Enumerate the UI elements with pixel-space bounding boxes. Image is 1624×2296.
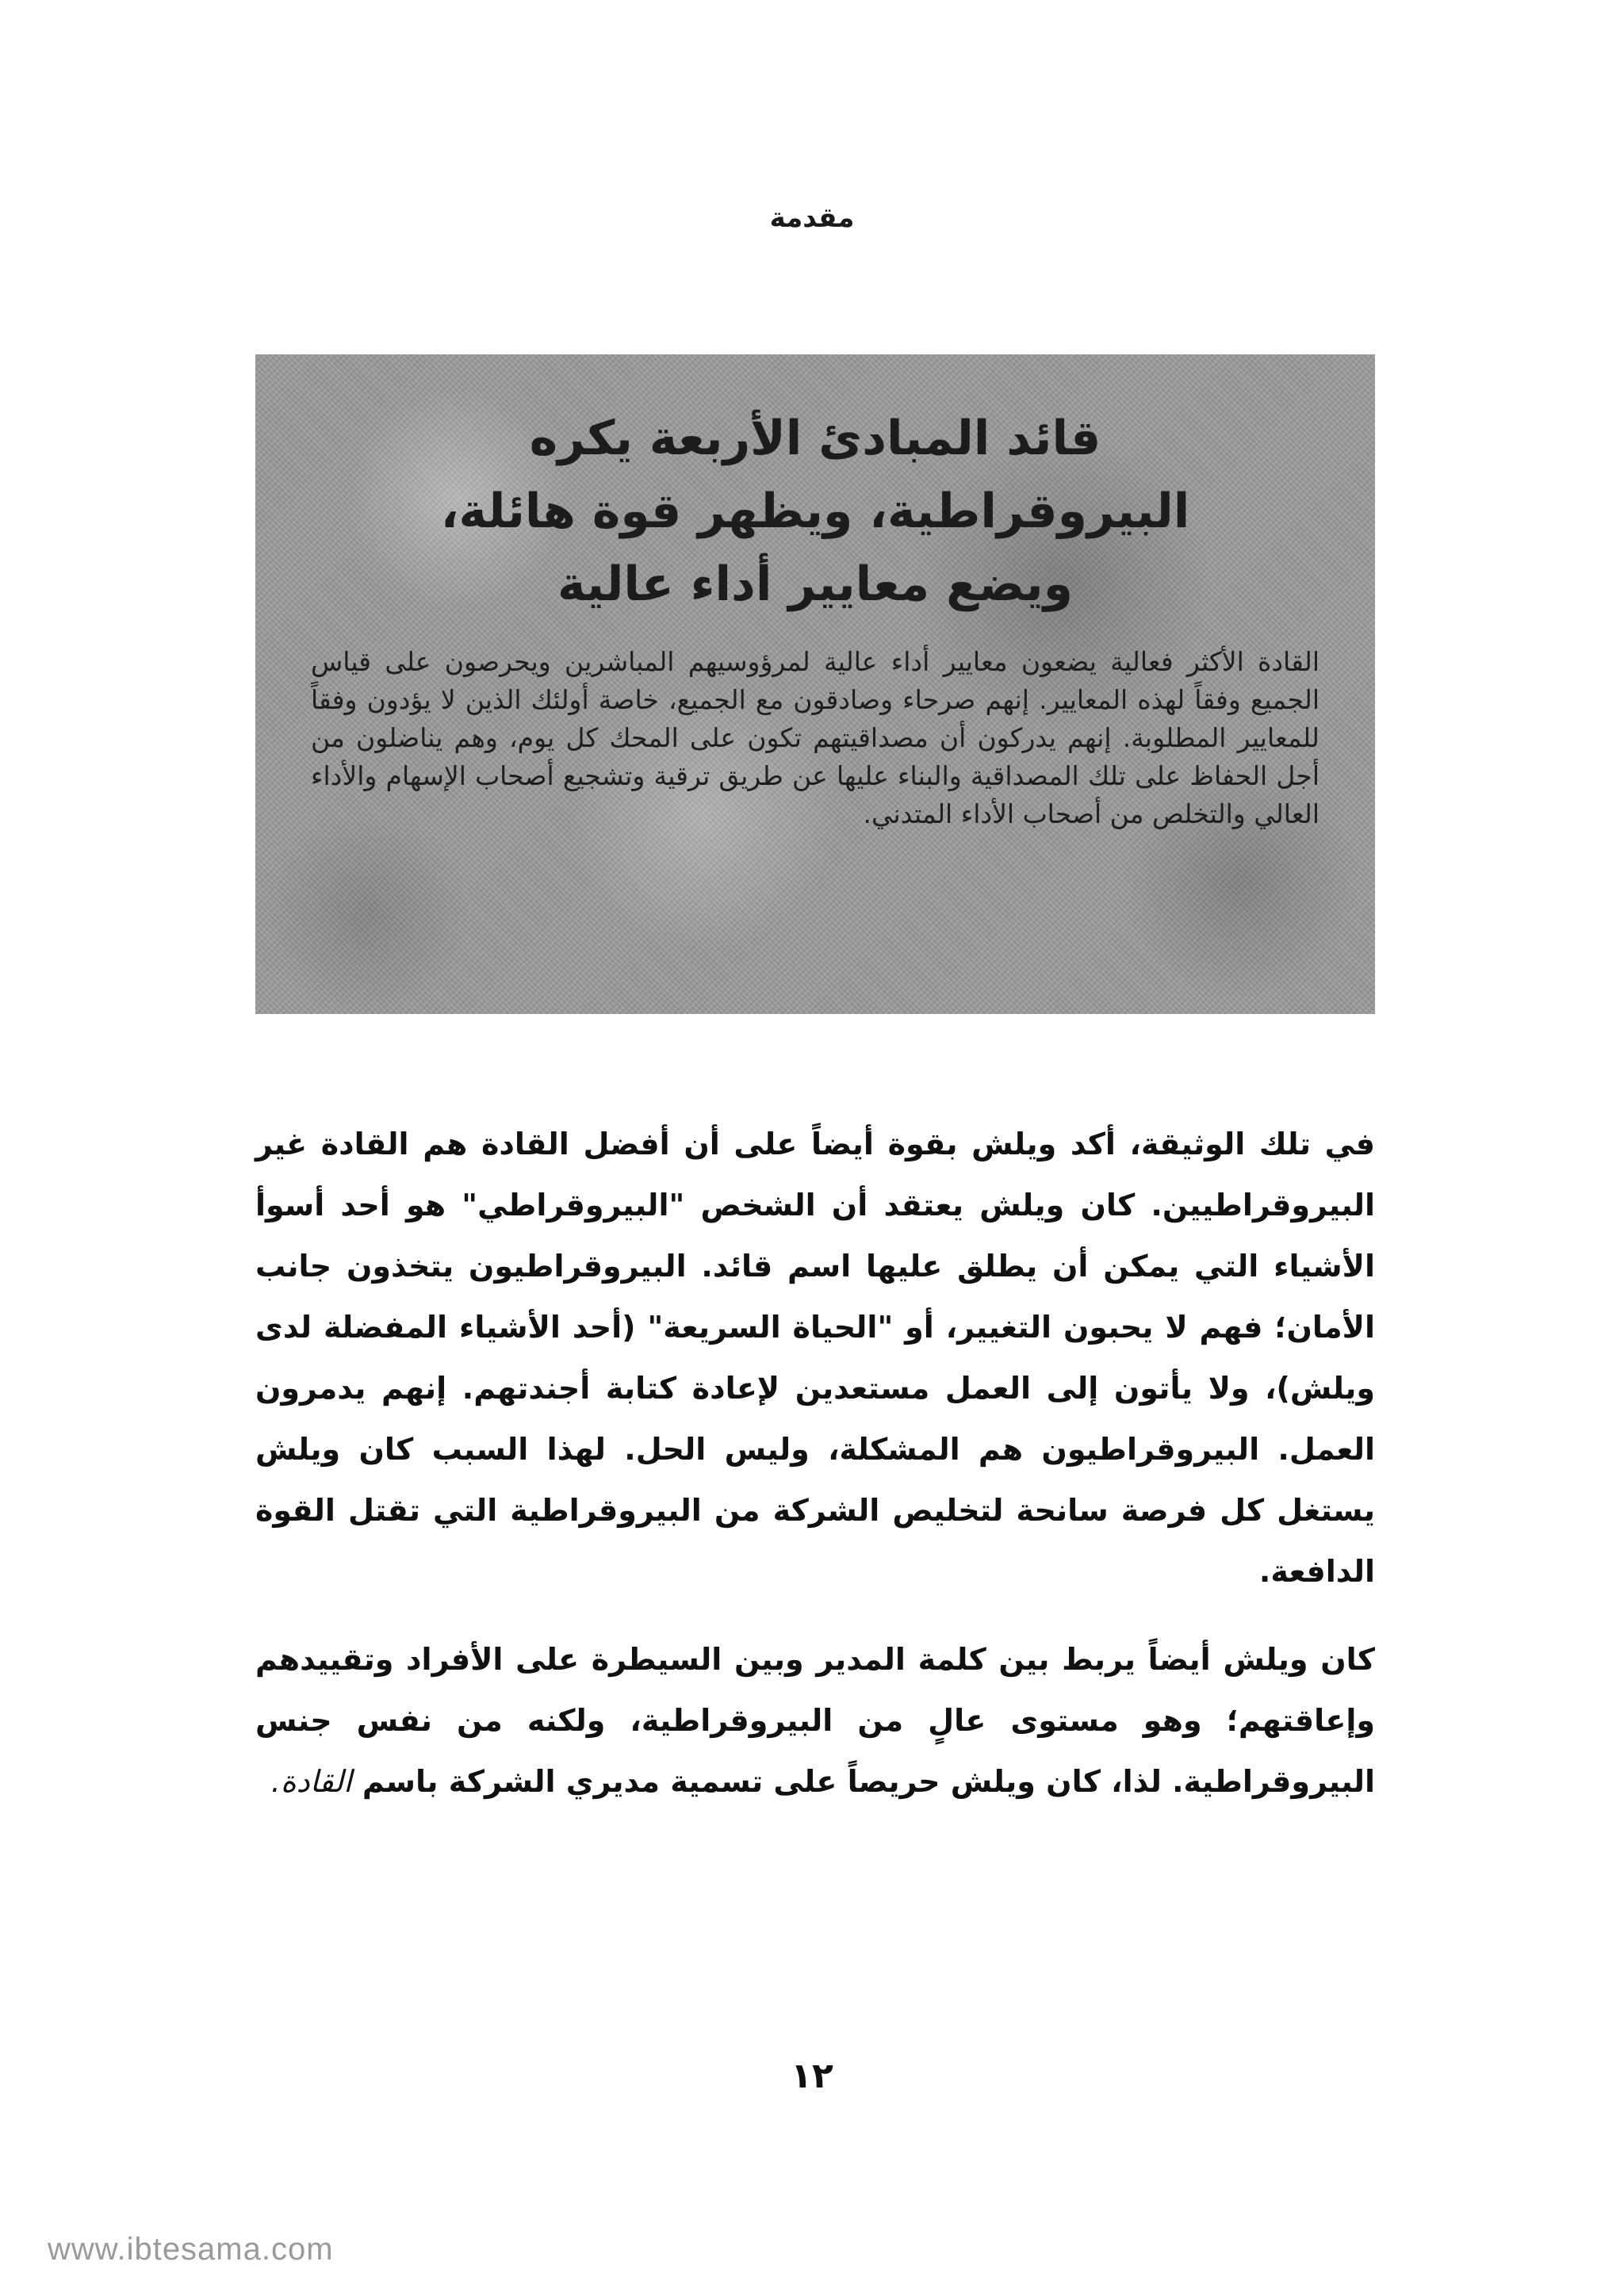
highlight-box-body: القادة الأكثر فعالية يضعون معايير أداء عالية لمرؤوسيهم المباشرين ويحرصون على قياس الجميع وفقاً لهذه المعايير. إنهم صرحاء وصادقون مع الجميع، خاصة أولئك الذين لا يؤدون وفقاً للمعايير المطلوبة. إنهم يدركون أن مصداقيتهم تكون على المحك كل يوم، وهم يناضلون من أجل الحفاظ على تلك المصداقية والبناء عليها عن طريق ترقية وتشجيع أصحاب الإسهام والأداء العالي والتخلص من أصحاب الأداء المتدني. bbox=[311, 646, 1320, 829]
site-watermark: www.ibtesama.com bbox=[48, 2232, 334, 2267]
highlight-title-line: ويضع معايير أداء عالية bbox=[557, 557, 1073, 612]
highlight-box bbox=[255, 354, 1375, 1014]
emphasized-word: القادة. bbox=[270, 1764, 352, 1799]
paragraph-text: كان ويلش أيضاً يربط بين كلمة المدير وبين السيطرة على الأفراد وتقييدهم وإعاقتهم؛ وهو مستوى عالٍ من البيروقراطية، ولكنه من نفس جنس البيروقراطية. لذا، كان ويلش حريصاً على تسمية مديري الشركة باسم bbox=[255, 1642, 1375, 1799]
running-header: مقدمة bbox=[769, 202, 855, 234]
body-paragraph: في تلك الوثيقة، أكد ويلش بقوة أيضاً على أن أفضل القادة هم القادة غير البيروقراطيين. كان ويلش يعتقد أن الشخص "البيروقراطي" هو أحد أسوأ الأشياء التي يمكن أن يطلق عليها اسم قائد. البيروقراطيون يتخذون جانب الأمان؛ فهم لا يحبون التغيير، أو "الحياة السريعة" (أحد الأشياء المفضلة لدى ويلش)، ولا يأتون إلى العمل مستعدين لإعادة كتابة أجندتهم. إنهم يدمرون العمل. البيروقراطيون هم المشكلة، وليس الحل. لهذا السبب كان ويلش يستغل كل فرصة سانحة لتخليص الشركة من البيروقراطية التي تقتل القوة الدافعة. bbox=[255, 1127, 1375, 1589]
body-text bbox=[255, 1114, 1375, 1812]
body-paragraph bbox=[255, 1629, 1375, 1812]
highlight-box-title bbox=[311, 402, 1320, 621]
highlight-title-line: قائد المبادئ الأربعة يكره bbox=[529, 411, 1101, 466]
page-number: ١٢ bbox=[791, 2056, 833, 2096]
highlight-title-line: البيروقراطية، ويظهر قوة هائلة، bbox=[440, 484, 1190, 539]
